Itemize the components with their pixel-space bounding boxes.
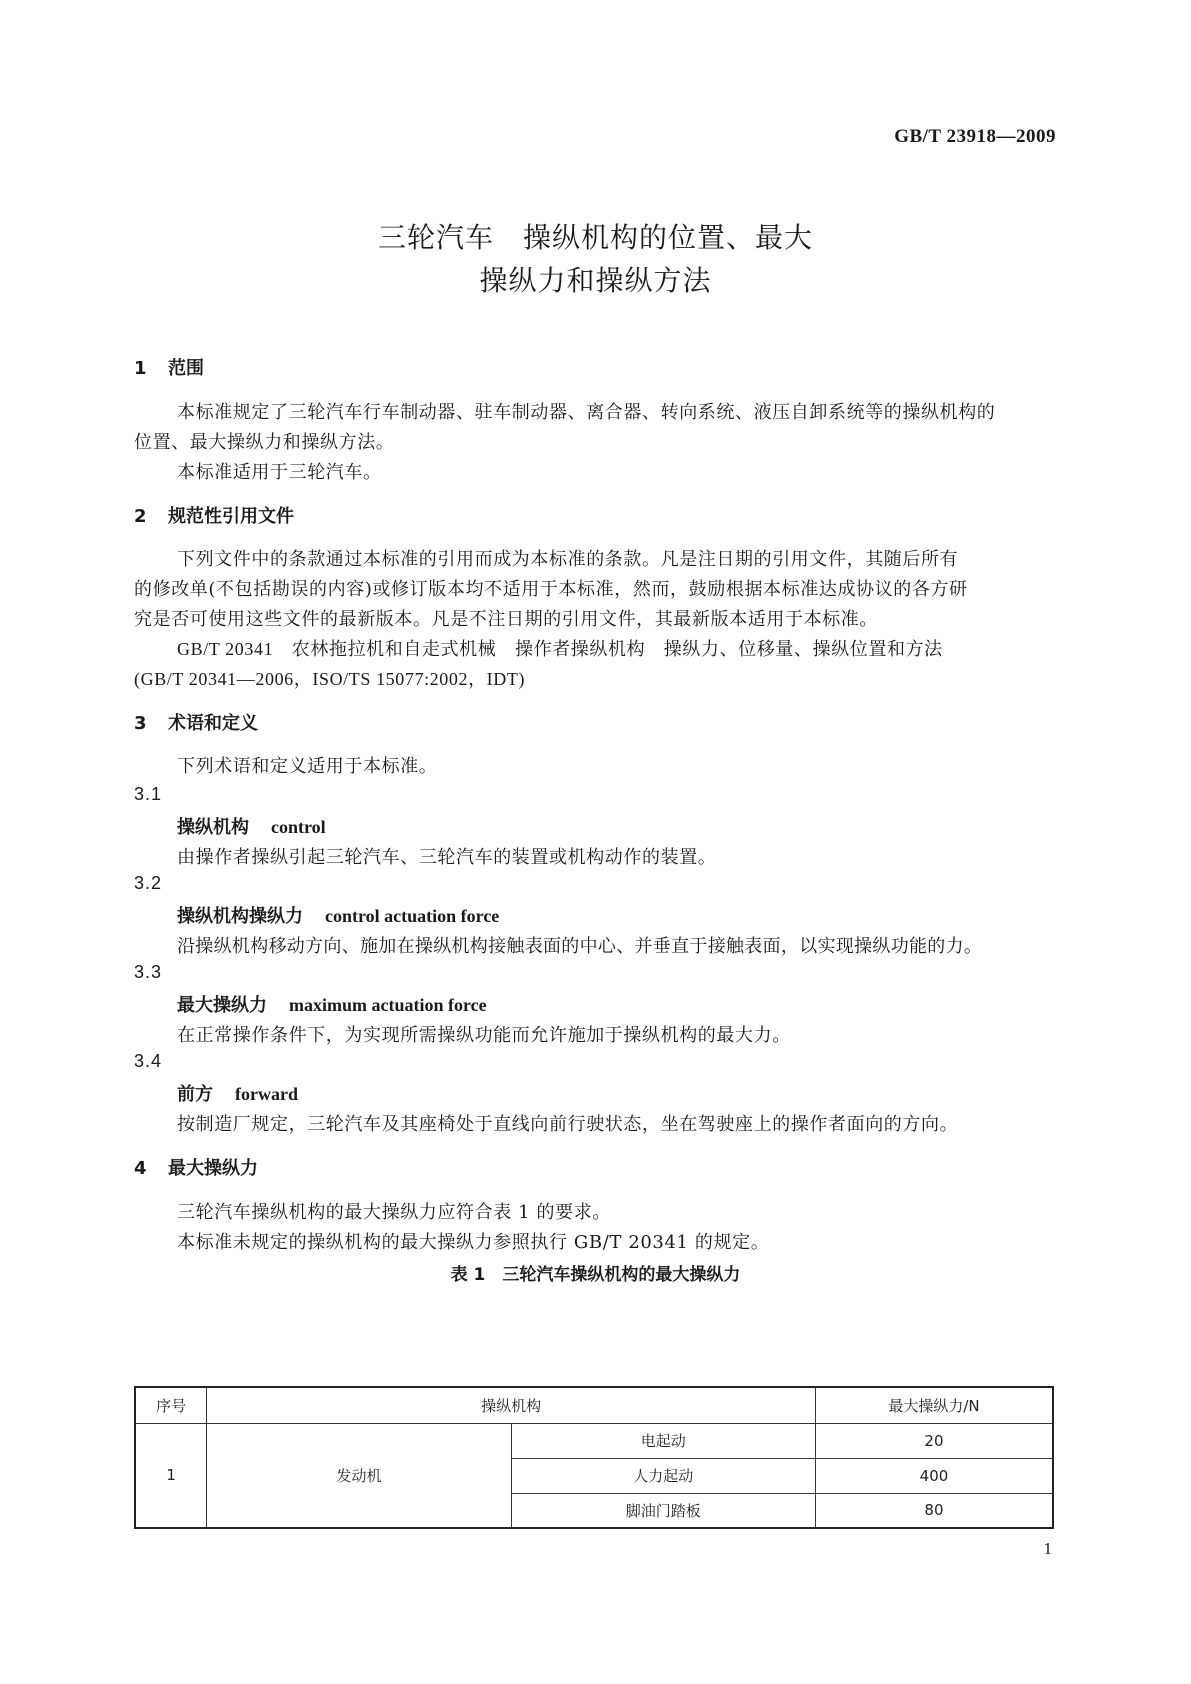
term-zh: 最大操纵力 [177, 995, 267, 1016]
header-max-force: 最大操纵力/N [815, 1387, 1053, 1423]
paragraph-line: 本标准未规定的操纵机构的最大操纵力参照执行 GB/T 20341 的规定。 [177, 1232, 770, 1253]
section-title: 术语和定义 [168, 713, 258, 734]
section-2-heading [134, 502, 294, 528]
force-value: 80 [815, 1493, 1053, 1528]
document-title-line-1: 三轮汽车 操纵机构的位置、最大 [377, 221, 813, 254]
term-number: 3.3 [134, 962, 163, 982]
term-zh: 操纵机构 [177, 817, 249, 838]
section-number: 3 [134, 713, 147, 734]
page-number: 1 [1043, 1539, 1052, 1558]
term-en: control actuation force [325, 906, 500, 926]
term-number: 3.1 [134, 784, 163, 804]
paragraph-line: 下列术语和定义适用于本标准。 [177, 756, 438, 777]
term-en: maximum actuation force [289, 995, 487, 1015]
section-title: 规范性引用文件 [168, 506, 294, 527]
term-en: forward [235, 1084, 298, 1104]
table-header-row [135, 1387, 1053, 1423]
standard-number: GB/T 23918—2009 [894, 126, 1056, 147]
force-value: 400 [815, 1458, 1053, 1493]
term-definition: 按制造厂规定，三轮汽车及其座椅处于直线向前行驶状态，坐在驾驶座上的操作者面向的方向。 [177, 1114, 959, 1135]
term-number: 3.2 [134, 873, 163, 893]
reference-line: GB/T 20341 农林拖拉机和自走式机械 操作者操纵机构 操纵力、位移量、操纵位置和方法 [177, 639, 943, 659]
paragraph-line: 本标准适用于三轮汽车。 [177, 462, 382, 483]
term-definition: 沿操纵机构移动方向、施加在操纵机构接触表面的中心、并垂直于接触表面，以实现操纵功能的力。 [177, 936, 983, 957]
paragraph-line: 三轮汽车操纵机构的最大操纵力应符合表 1 的要求。 [177, 1202, 611, 1223]
term-definition: 在正常操作条件下，为实现所需操纵功能而允许施加于操纵机构的最大力。 [177, 1025, 791, 1046]
term-heading [177, 991, 487, 1017]
paragraph-line: 的修改单(不包括勘误的内容)或修订版本均不适用于本标准，然而，鼓励根据本标准达成协议的各方研 [134, 579, 968, 600]
section-1-heading [134, 354, 204, 380]
control-item: 脚油门踏板 [511, 1493, 815, 1528]
control-item: 人力起动 [511, 1458, 815, 1493]
section-number: 2 [134, 506, 147, 527]
table-caption: 表 1 三轮汽车操纵机构的最大操纵力 [450, 1265, 741, 1285]
max-force-table [134, 1386, 1054, 1529]
section-4-heading [134, 1154, 258, 1180]
header-seq: 序号 [135, 1387, 207, 1423]
term-definition: 由操作者操纵引起三轮汽车、三轮汽车的装置或机构动作的装置。 [177, 847, 717, 868]
group-seq: 1 [135, 1423, 207, 1528]
paragraph-line: 究是否可使用这些文件的最新版本。凡是不注日期的引用文件，其最新版本适用于本标准。 [134, 609, 878, 630]
section-number: 1 [134, 358, 147, 379]
section-title: 范围 [168, 358, 204, 379]
document-title-line-2: 操纵力和操纵方法 [479, 264, 712, 297]
paragraph-line: 下列文件中的条款通过本标准的引用而成为本标准的条款。凡是注日期的引用文件，其随后所有 [177, 549, 959, 570]
paragraph-line: 位置、最大操纵力和操纵方法。 [134, 432, 395, 453]
term-zh: 操纵机构操纵力 [177, 906, 303, 927]
paragraph-line: 本标准规定了三轮汽车行车制动器、驻车制动器、离合器、转向系统、液压自卸系统等的操纵机构的 [177, 402, 996, 423]
header-control: 操纵机构 [207, 1387, 816, 1423]
force-value: 20 [815, 1423, 1053, 1458]
term-heading [177, 1080, 298, 1106]
term-heading [177, 813, 326, 839]
term-zh: 前方 [177, 1084, 213, 1105]
term-number: 3.4 [134, 1051, 163, 1071]
reference-line: (GB/T 20341—2006，ISO/TS 15077:2002，IDT) [134, 669, 526, 689]
table-row [135, 1423, 1053, 1458]
section-number: 4 [134, 1158, 147, 1179]
section-title: 最大操纵力 [168, 1158, 258, 1179]
term-heading [177, 902, 499, 928]
control-item: 电起动 [511, 1423, 815, 1458]
section-3-heading [134, 709, 258, 735]
term-en: control [271, 817, 326, 837]
group-name: 发动机 [207, 1423, 511, 1528]
